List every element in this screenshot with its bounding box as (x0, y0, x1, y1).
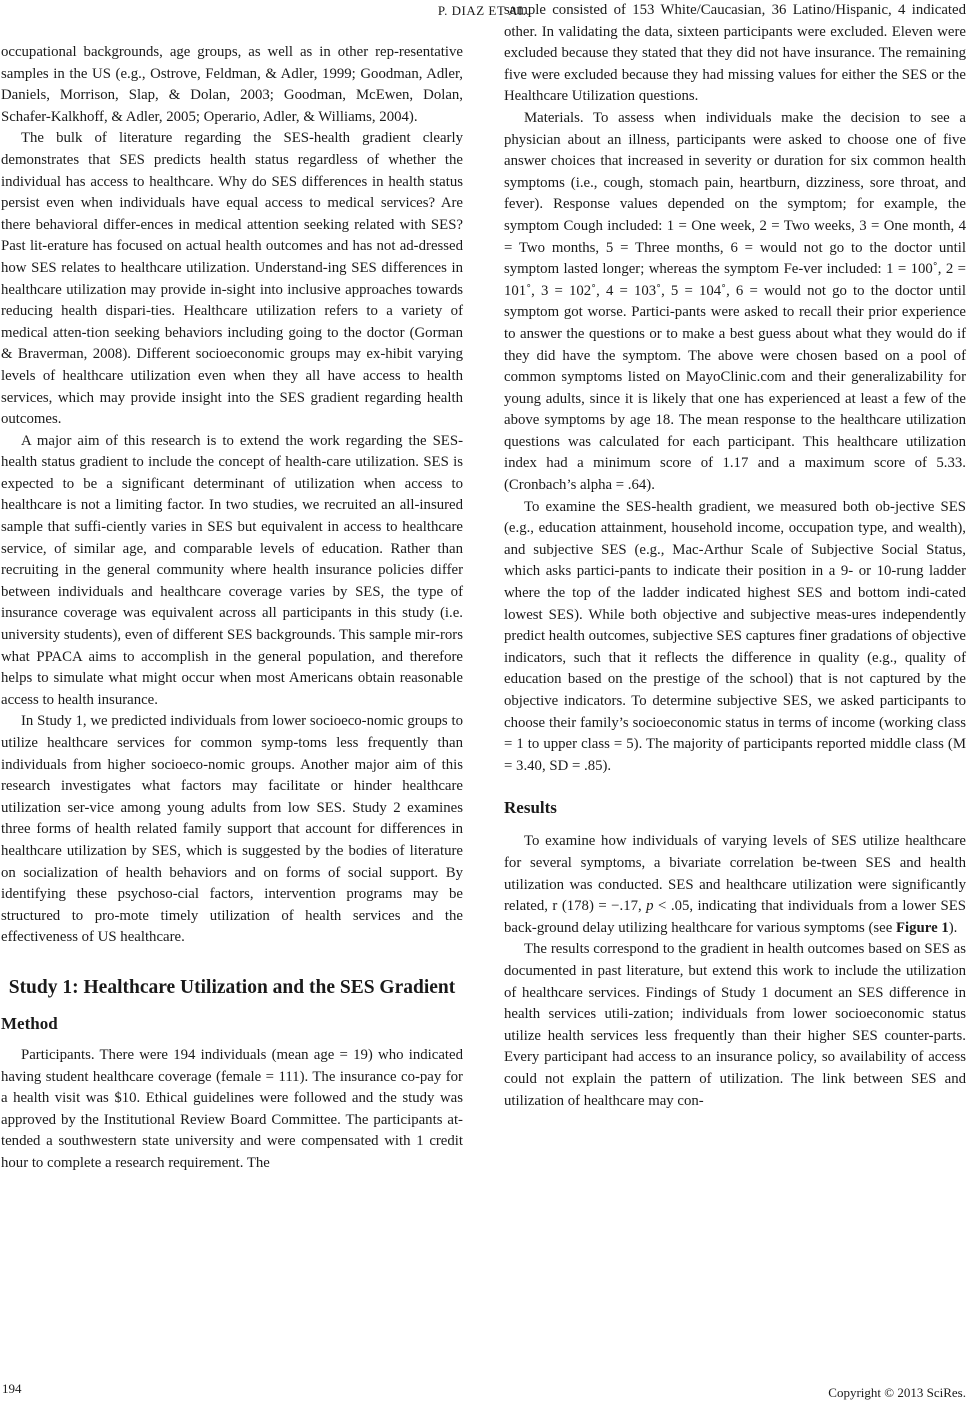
paragraph (504, 831, 966, 939)
right-column (504, 0, 966, 1112)
section-title: Study 1: Healthcare Utilization and the SES Gradient (8, 976, 456, 998)
paragraph: In Study 1, we predicted individuals from lower socioeco-nomic groups to utilize healthcare services for common symp-toms less frequently than individuals from higher socioeco-nomic groups. Another major aim of this research investigates what factors may facilitate or hinder healthcare utilization ser-vice among young adults from low SES. Study 2 examines three forms of health related family support that account for differences in healthcare utilization by SES, which is suggested by the bodies of literature on socialization of health behaviors and on forms of social support. By identifying these psychoso-cial factors, intervention programs may be structured to pro-mote timely utilization of health services and the effectiveness of US healthcare. (1, 713, 463, 946)
text-run: To examine how individuals of varying levels of SES utilize healthcare for several symptoms, a bivariate correlation be-tween SES and health utilization was conducted. SES and healthcare utilization were significantly related, r (178) = −.17, (504, 833, 966, 915)
paragraph: The results correspond to the gradient in health outcomes based on SES as documented in past literature, but extend this work to include the utilization of healthcare services. Findings of Study 1 document an SES difference in health services utili-zation; individuals from lower socioeconomic status utilize health services less frequently than their higher SES counter-parts. Every participant had access to an insurance policy, so availability of access could not explain the pattern of utilization. The link between SES and utilization of healthcare may con- (504, 941, 966, 1109)
text-run: ). (948, 919, 958, 936)
figure-reference-link[interactable]: Figure 1 (896, 919, 949, 936)
paragraph: A major aim of this research is to extend the work regarding the SES-health status gradient to include the concept of health-care utilization. SES is expected to be a significant determinant of utilization when access to healthcare is not a limiting factor. In two studies, we recruited an all-insured sample that suffi-ciently varies in SES but equivalent in access to healthcare service, of similar age, and comparable levels of education. Rather than recruiting in the general community where health insurance policies differ between individuals and healthcare coverage varies by SES, the type of insurance coverage was equivalent across all participants in this study (i.e. university students), even of different SES backgrounds. This sample mir-rors what PPACA aims to accomplish in the general population, and therefore helps to simulate what might occur when most Americans obtain reasonable access to health insurance. (1, 432, 463, 708)
method-heading: Method (1, 1013, 58, 1033)
paragraph: Participants. There were 194 individuals (mean age = 19) who indicated having student healthcare coverage (female = 111). The insurance co-pay for a health visit was $10. Ethical guidelines were followed and the study was approved by the Institutional Review Board Committee. The participants at-tended a southwestern state university and were compensated with 1 credit hour to complete a research requirement. The (1, 1046, 463, 1171)
results-heading: Results (504, 798, 557, 818)
paragraph: occupational backgrounds, age groups, as well as in other rep-resentative samples in the US (e.g., Ostrove, Feldman, & Adler, 1999; Goodman, Adler, Daniels, Morrison, Slap, & Dolan, 2003; Goodman, McEwen, Dolan, Schafer-Kalkhoff, & Adler, 2005; Operario, Adler, & Williams, 2004). (1, 44, 463, 125)
text-run: < .05, indicating that individuals from a lower SES back-ground delay utilizing healthcare for various symptoms (see (504, 898, 966, 936)
paragraph: The bulk of literature regarding the SES-health gradient clearly demonstrates that SES predicts health status regardless of whether the individual has access to healthcare. Why do SES differences in health status persist even when individuals have equal access to medical services? Are there behavioral differ-ences in medical attention seeking related with SES? Past lit-erature has focused on actual health outcomes and has not ad-dressed how SES relates to healthcare utilization. Understand-ing SES differences in healthcare utilization may provide in-sight into inclusive approaches towards reducing health dispari-ties. Healthcare utilization refers to a variety of medical atten-tion seeking behaviors including going to the doctor (Gorman & Braverman, 2008). Different socioeconomic groups may ex-hibit varying levels of healthcare utilization even when they all have access to health services, which may provide insight into the SES gradient regarding health outcomes. (1, 130, 463, 428)
p-value-symbol: p (646, 898, 654, 915)
page-number: 194 (2, 1381, 22, 1396)
paragraph: Materials. To assess when individuals make the decision to see a physician about an illness, participants were asked to choose one of five answer choices that increased in severity or duration for six common health symptoms (i.e., cough, stomach pain, heartburn, dizziness, sore throat, and fever). Response values depended on the symptom; for example, the symptom Cough included: 1 = One week, 2 = Two weeks, 3 = One month, 4 = Two months, 5 = Three months, 6 = would not go to the doctor until symptom lasted longer; whereas the symptom Fe-ver included: 1 = 100˚, 2 = 101˚, 3 = 102˚, 4 = 103˚, 5 = 104˚, 6 = would not go to the doctor until symptom got worse. Partici-pants were asked to recall their prior experience to answer the questions or to make a best guess about what they would do if they did have the symptom. The above were chosen based on a pool of common symptoms listed on MayoClinic.com and their generalizability for young adults, since it is likely that one has experienced at least a few of the above symptoms by age 18. The mean response to the healthcare utilization questions was calculated for each participant. This healthcare utilization index had a minimum score of 1.17 and a maximum score of 5.33. (Cronbach’s alpha = .64). (504, 109, 966, 494)
paragraph: To examine the SES-health gradient, we measured both ob-jective SES (e.g., education attainment, household income, occupation type, and wealth), and subjective SES (e.g., Mac-Arthur Scale of Subjective Social Status, which asks partici-pants to indicate their position in a 9- or 10-rung ladder where the top of the ladder indicated highest SES and bottom indi-cated lowest SES). While both objective and subjective meas-ures independently predict health outcomes, subjective SES captures finer gradations of objective indicators, such that it reflects the difference in quality (e.g., quality of education based on the prestige of the school) that is not captured by the objective indicators. To determine subjective SES, we asked participants to choose their family’s socioeconomic status in terms of income (working class = 1 to upper class = 5). The majority of participants reported middle class (M = 3.40, SD = .85). (504, 498, 966, 774)
left-column (1, 42, 463, 1175)
paragraph: sample consisted of 153 White/Caucasian, 36 Latino/Hispanic, 4 indicated other. In validating the data, sixteen participants were excluded. Eleven were excluded because they stated that they did not have insurance. The remaining five were excluded because they had missing values for either the SES or the Healthcare Utilization questions. (504, 2, 966, 105)
running-header: P. DIAZ ET AL. (437, 3, 531, 18)
copyright-notice: Copyright © 2013 SciRes. (828, 1385, 966, 1400)
